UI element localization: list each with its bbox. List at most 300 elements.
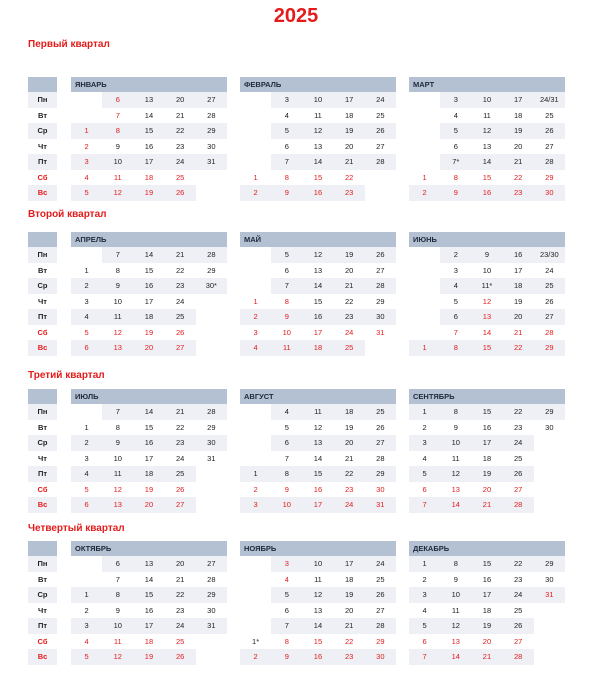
weekday-header-cell — [28, 77, 57, 92]
day-cell: 1 — [409, 404, 440, 420]
day-cell: 24 — [534, 263, 565, 279]
empty-day-cell — [240, 603, 271, 619]
empty-day-cell — [409, 92, 440, 108]
empty-day-cell — [240, 108, 271, 124]
day-cell: 31 — [365, 497, 396, 513]
day-cell: 16 — [471, 185, 502, 201]
day-cell: 19 — [133, 482, 164, 498]
day-cell: 2 — [71, 435, 102, 451]
weekday-label: Вт — [28, 572, 57, 588]
day-cell: 12 — [102, 482, 133, 498]
day-cell: 3 — [71, 451, 102, 467]
day-cell: 20 — [471, 482, 502, 498]
month-name: МАЙ — [240, 232, 396, 247]
day-cell: 2 — [409, 185, 440, 201]
month-days-grid — [71, 404, 227, 513]
day-cell: 19 — [334, 123, 365, 139]
day-cell: 14 — [133, 108, 164, 124]
day-cell: 3 — [71, 618, 102, 634]
day-cell: 22 — [503, 170, 534, 186]
empty-day-cell — [240, 451, 271, 467]
day-cell: 27 — [365, 263, 396, 279]
day-cell: 5 — [440, 123, 471, 139]
day-cell: 13 — [133, 92, 164, 108]
weekday-label: Ср — [28, 435, 57, 451]
day-cell: 22 — [334, 294, 365, 310]
day-cell: 2 — [71, 278, 102, 294]
empty-day-cell — [240, 556, 271, 572]
day-cell: 11 — [102, 170, 133, 186]
day-cell: 6 — [102, 92, 133, 108]
day-cell: 31 — [196, 451, 227, 467]
day-cell: 29 — [534, 170, 565, 186]
day-cell: 29 — [365, 634, 396, 650]
weekday-label: Пн — [28, 556, 57, 572]
month-days-grid — [409, 92, 565, 201]
day-cell: 19 — [133, 185, 164, 201]
day-cell: 27 — [165, 340, 196, 356]
day-cell: 5 — [71, 649, 102, 665]
month-table — [71, 541, 227, 665]
day-cell: 12 — [440, 618, 471, 634]
day-cell: 20 — [165, 92, 196, 108]
day-cell: 31 — [365, 325, 396, 341]
day-cell: 25 — [165, 309, 196, 325]
day-cell: 26 — [365, 123, 396, 139]
day-cell: 16 — [133, 603, 164, 619]
day-cell: 18 — [133, 309, 164, 325]
quarter-block — [28, 541, 564, 665]
day-cell: 1 — [71, 587, 102, 603]
day-cell: 2 — [71, 603, 102, 619]
month-table — [71, 77, 227, 201]
weekday-column — [28, 232, 57, 356]
empty-day-cell — [196, 309, 227, 325]
empty-day-cell — [240, 247, 271, 263]
day-cell: 6 — [271, 603, 302, 619]
day-cell: 22 — [165, 123, 196, 139]
weekday-header-cell — [28, 232, 57, 247]
day-cell: 18 — [471, 603, 502, 619]
month-days-grid — [240, 247, 396, 356]
day-cell: 9 — [440, 185, 471, 201]
day-cell: 29 — [534, 556, 565, 572]
weekday-label: Пт — [28, 466, 57, 482]
day-cell: 4 — [71, 466, 102, 482]
day-cell: 12 — [102, 325, 133, 341]
day-cell: 30 — [196, 603, 227, 619]
day-cell: 27 — [503, 634, 534, 650]
day-cell: 24 — [365, 92, 396, 108]
month-table — [240, 541, 396, 665]
day-cell: 13 — [471, 309, 502, 325]
empty-day-cell — [409, 108, 440, 124]
day-cell: 28 — [365, 278, 396, 294]
day-cell: 6 — [440, 309, 471, 325]
day-cell: 24 — [165, 451, 196, 467]
day-cell: 6 — [271, 435, 302, 451]
day-cell: 16 — [471, 572, 502, 588]
day-cell: 30 — [534, 420, 565, 436]
day-cell: 10 — [102, 451, 133, 467]
day-cell: 11 — [302, 572, 333, 588]
empty-day-cell — [534, 451, 565, 467]
day-cell: 18 — [334, 404, 365, 420]
day-cell: 30* — [196, 278, 227, 294]
day-cell: 7 — [409, 649, 440, 665]
day-cell: 26 — [165, 325, 196, 341]
empty-day-cell — [409, 278, 440, 294]
day-cell: 20 — [503, 139, 534, 155]
day-cell: 17 — [503, 92, 534, 108]
day-cell: 24 — [165, 154, 196, 170]
day-cell: 4 — [409, 603, 440, 619]
day-cell: 24 — [503, 435, 534, 451]
day-cell: 3 — [271, 556, 302, 572]
day-cell: 14 — [302, 154, 333, 170]
day-cell: 25 — [534, 108, 565, 124]
day-cell: 6 — [440, 139, 471, 155]
weekday-label: Ср — [28, 278, 57, 294]
day-cell: 29 — [196, 420, 227, 436]
day-cell: 9 — [102, 435, 133, 451]
day-cell: 23 — [165, 278, 196, 294]
day-cell: 4 — [271, 572, 302, 588]
weekday-label: Вс — [28, 649, 57, 665]
empty-day-cell — [534, 603, 565, 619]
day-cell: 18 — [334, 108, 365, 124]
day-cell: 15 — [133, 420, 164, 436]
day-cell: 15 — [302, 170, 333, 186]
day-cell: 6 — [271, 263, 302, 279]
day-cell: 25 — [534, 278, 565, 294]
empty-day-cell — [196, 649, 227, 665]
weekday-label: Пт — [28, 154, 57, 170]
day-cell: 1 — [71, 263, 102, 279]
day-cell: 21 — [165, 247, 196, 263]
day-cell: 9 — [271, 482, 302, 498]
day-cell: 15 — [302, 634, 333, 650]
day-cell: 10 — [102, 154, 133, 170]
day-cell: 1 — [240, 170, 271, 186]
month-name: СЕНТЯБРЬ — [409, 389, 565, 404]
month-table — [71, 389, 227, 513]
day-cell: 10 — [271, 325, 302, 341]
empty-day-cell — [534, 435, 565, 451]
empty-day-cell — [409, 309, 440, 325]
day-cell: 17 — [133, 451, 164, 467]
day-cell: 28 — [365, 618, 396, 634]
empty-day-cell — [365, 170, 396, 186]
empty-day-cell — [240, 278, 271, 294]
weekday-column — [28, 541, 57, 665]
empty-day-cell — [240, 587, 271, 603]
day-cell: 19 — [334, 247, 365, 263]
day-cell: 23 — [165, 603, 196, 619]
empty-day-cell — [196, 325, 227, 341]
month-table — [409, 77, 565, 201]
day-cell: 19 — [471, 466, 502, 482]
day-cell: 30 — [365, 309, 396, 325]
day-cell: 21 — [165, 404, 196, 420]
weekday-label: Пт — [28, 618, 57, 634]
month-table — [71, 232, 227, 356]
month-days-grid — [71, 556, 227, 665]
empty-day-cell — [534, 497, 565, 513]
day-cell: 21 — [471, 649, 502, 665]
day-cell: 24 — [165, 618, 196, 634]
day-cell: 26 — [165, 185, 196, 201]
month-days-grid — [240, 404, 396, 513]
day-cell: 7 — [102, 108, 133, 124]
day-cell: 31 — [534, 587, 565, 603]
day-cell: 2 — [240, 649, 271, 665]
day-cell: 11 — [271, 340, 302, 356]
month-name: НОЯБРЬ — [240, 541, 396, 556]
day-cell: 1 — [71, 123, 102, 139]
day-cell: 29 — [196, 263, 227, 279]
day-cell: 16 — [302, 482, 333, 498]
day-cell: 25 — [165, 466, 196, 482]
day-cell: 6 — [409, 482, 440, 498]
weekday-label: Вс — [28, 185, 57, 201]
quarter-block — [28, 389, 564, 513]
day-cell: 14 — [133, 404, 164, 420]
day-cell: 3 — [71, 154, 102, 170]
empty-day-cell — [365, 185, 396, 201]
weekday-label: Вт — [28, 108, 57, 124]
day-cell: 22 — [334, 170, 365, 186]
day-cell: 12 — [302, 420, 333, 436]
day-cell: 20 — [165, 556, 196, 572]
day-cell: 27 — [165, 497, 196, 513]
day-cell: 13 — [302, 435, 333, 451]
day-cell: 26 — [365, 247, 396, 263]
day-cell: 22 — [165, 587, 196, 603]
weekday-label: Вт — [28, 420, 57, 436]
day-cell: 8 — [271, 170, 302, 186]
day-cell: 12 — [102, 649, 133, 665]
weekday-label: Пн — [28, 247, 57, 263]
day-cell: 29 — [196, 587, 227, 603]
day-cell: 8 — [102, 263, 133, 279]
month-name: ИЮЛЬ — [71, 389, 227, 404]
empty-day-cell — [409, 263, 440, 279]
day-cell: 31 — [196, 618, 227, 634]
day-cell: 19 — [334, 587, 365, 603]
day-cell: 29 — [534, 340, 565, 356]
quarter-label: Четвертый квартал — [28, 523, 125, 534]
day-cell: 27 — [534, 309, 565, 325]
month-days-grid — [409, 556, 565, 665]
day-cell: 23 — [334, 649, 365, 665]
day-cell: 17 — [503, 263, 534, 279]
day-cell: 5 — [271, 420, 302, 436]
day-cell: 5 — [71, 325, 102, 341]
day-cell: 24 — [334, 325, 365, 341]
day-cell: 7 — [271, 154, 302, 170]
month-name: ФЕВРАЛЬ — [240, 77, 396, 92]
day-cell: 12 — [302, 123, 333, 139]
day-cell: 25 — [334, 340, 365, 356]
day-cell: 6 — [71, 497, 102, 513]
empty-day-cell — [240, 263, 271, 279]
day-cell: 29 — [365, 294, 396, 310]
empty-day-cell — [240, 123, 271, 139]
empty-day-cell — [240, 572, 271, 588]
month-days-grid — [409, 247, 565, 356]
day-cell: 21 — [503, 325, 534, 341]
weekday-label: Чт — [28, 451, 57, 467]
day-cell: 20 — [471, 634, 502, 650]
day-cell: 18 — [503, 278, 534, 294]
day-cell: 14 — [302, 278, 333, 294]
day-cell: 15 — [133, 123, 164, 139]
day-cell: 13 — [302, 603, 333, 619]
day-cell: 13 — [471, 139, 502, 155]
weekday-label: Чт — [28, 294, 57, 310]
weekday-label: Сб — [28, 170, 57, 186]
day-cell: 4 — [271, 404, 302, 420]
month-table — [240, 232, 396, 356]
day-cell: 20 — [334, 139, 365, 155]
day-cell: 10 — [302, 556, 333, 572]
day-cell: 11 — [302, 404, 333, 420]
empty-day-cell — [409, 294, 440, 310]
empty-day-cell — [196, 340, 227, 356]
day-cell: 14 — [471, 154, 502, 170]
day-cell: 18 — [302, 340, 333, 356]
day-cell: 5 — [71, 185, 102, 201]
day-cell: 27 — [196, 556, 227, 572]
day-cell: 17 — [334, 556, 365, 572]
day-cell: 8 — [271, 294, 302, 310]
empty-day-cell — [534, 466, 565, 482]
day-cell: 27 — [534, 139, 565, 155]
day-cell: 14 — [471, 325, 502, 341]
day-cell: 27 — [503, 482, 534, 498]
day-cell: 22 — [334, 466, 365, 482]
day-cell: 24 — [165, 294, 196, 310]
calendar-year-title: 2025 — [273, 5, 319, 27]
day-cell: 11 — [440, 603, 471, 619]
day-cell: 26 — [503, 618, 534, 634]
day-cell: 7 — [271, 618, 302, 634]
day-cell: 4 — [240, 340, 271, 356]
month-name: АВГУСТ — [240, 389, 396, 404]
day-cell: 26 — [534, 294, 565, 310]
day-cell: 15 — [471, 404, 502, 420]
day-cell: 4 — [440, 278, 471, 294]
day-cell: 16 — [302, 309, 333, 325]
quarter-label: Первый квартал — [28, 39, 110, 50]
empty-day-cell — [240, 139, 271, 155]
day-cell: 16 — [302, 185, 333, 201]
day-cell: 25 — [365, 572, 396, 588]
day-cell: 2 — [409, 420, 440, 436]
day-cell: 23 — [334, 185, 365, 201]
month-days-grid — [71, 92, 227, 201]
day-cell: 16 — [302, 649, 333, 665]
day-cell: 30 — [365, 482, 396, 498]
day-cell: 1 — [240, 466, 271, 482]
day-cell: 16 — [503, 247, 534, 263]
day-cell: 12 — [440, 466, 471, 482]
day-cell: 26 — [365, 587, 396, 603]
weekday-label: Сб — [28, 634, 57, 650]
day-cell: 16 — [133, 435, 164, 451]
day-cell: 11 — [471, 108, 502, 124]
weekday-label: Чт — [28, 603, 57, 619]
day-cell: 8 — [440, 340, 471, 356]
day-cell: 13 — [302, 263, 333, 279]
day-cell: 25 — [365, 404, 396, 420]
weekday-label: Сб — [28, 482, 57, 498]
day-cell: 7 — [102, 572, 133, 588]
day-cell: 3 — [409, 435, 440, 451]
day-cell: 6 — [102, 556, 133, 572]
day-cell: 13 — [133, 556, 164, 572]
day-cell: 5 — [271, 587, 302, 603]
day-cell: 24/31 — [534, 92, 565, 108]
empty-day-cell — [240, 420, 271, 436]
weekday-label: Вс — [28, 340, 57, 356]
day-cell: 15 — [471, 340, 502, 356]
day-cell: 23 — [165, 139, 196, 155]
day-cell: 15 — [302, 466, 333, 482]
day-cell: 16 — [133, 278, 164, 294]
day-cell: 18 — [133, 634, 164, 650]
day-cell: 17 — [133, 154, 164, 170]
day-cell: 8 — [102, 420, 133, 436]
day-cell: 21 — [334, 154, 365, 170]
empty-day-cell — [409, 154, 440, 170]
day-cell: 30 — [365, 649, 396, 665]
day-cell: 20 — [334, 263, 365, 279]
quarter-block — [28, 232, 564, 356]
day-cell: 24 — [334, 497, 365, 513]
day-cell: 15 — [133, 263, 164, 279]
day-cell: 8 — [440, 556, 471, 572]
day-cell: 17 — [133, 294, 164, 310]
day-cell: 26 — [165, 649, 196, 665]
day-cell: 23 — [503, 185, 534, 201]
day-cell: 14 — [440, 649, 471, 665]
quarter-block — [28, 77, 564, 201]
month-name: ДЕКАБРЬ — [409, 541, 565, 556]
day-cell: 2 — [240, 309, 271, 325]
day-cell: 9 — [102, 603, 133, 619]
day-cell: 26 — [534, 123, 565, 139]
day-cell: 7 — [440, 325, 471, 341]
day-cell: 9 — [102, 139, 133, 155]
day-cell: 19 — [503, 123, 534, 139]
day-cell: 14 — [440, 497, 471, 513]
month-days-grid — [240, 92, 396, 201]
day-cell: 26 — [165, 482, 196, 498]
empty-day-cell — [196, 170, 227, 186]
day-cell: 18 — [334, 572, 365, 588]
month-days-grid — [409, 404, 565, 513]
day-cell: 28 — [503, 497, 534, 513]
empty-day-cell — [534, 482, 565, 498]
empty-day-cell — [196, 634, 227, 650]
empty-day-cell — [196, 466, 227, 482]
month-name: ИЮНЬ — [409, 232, 565, 247]
day-cell: 4 — [440, 108, 471, 124]
day-cell: 2 — [71, 139, 102, 155]
day-cell: 25 — [503, 603, 534, 619]
